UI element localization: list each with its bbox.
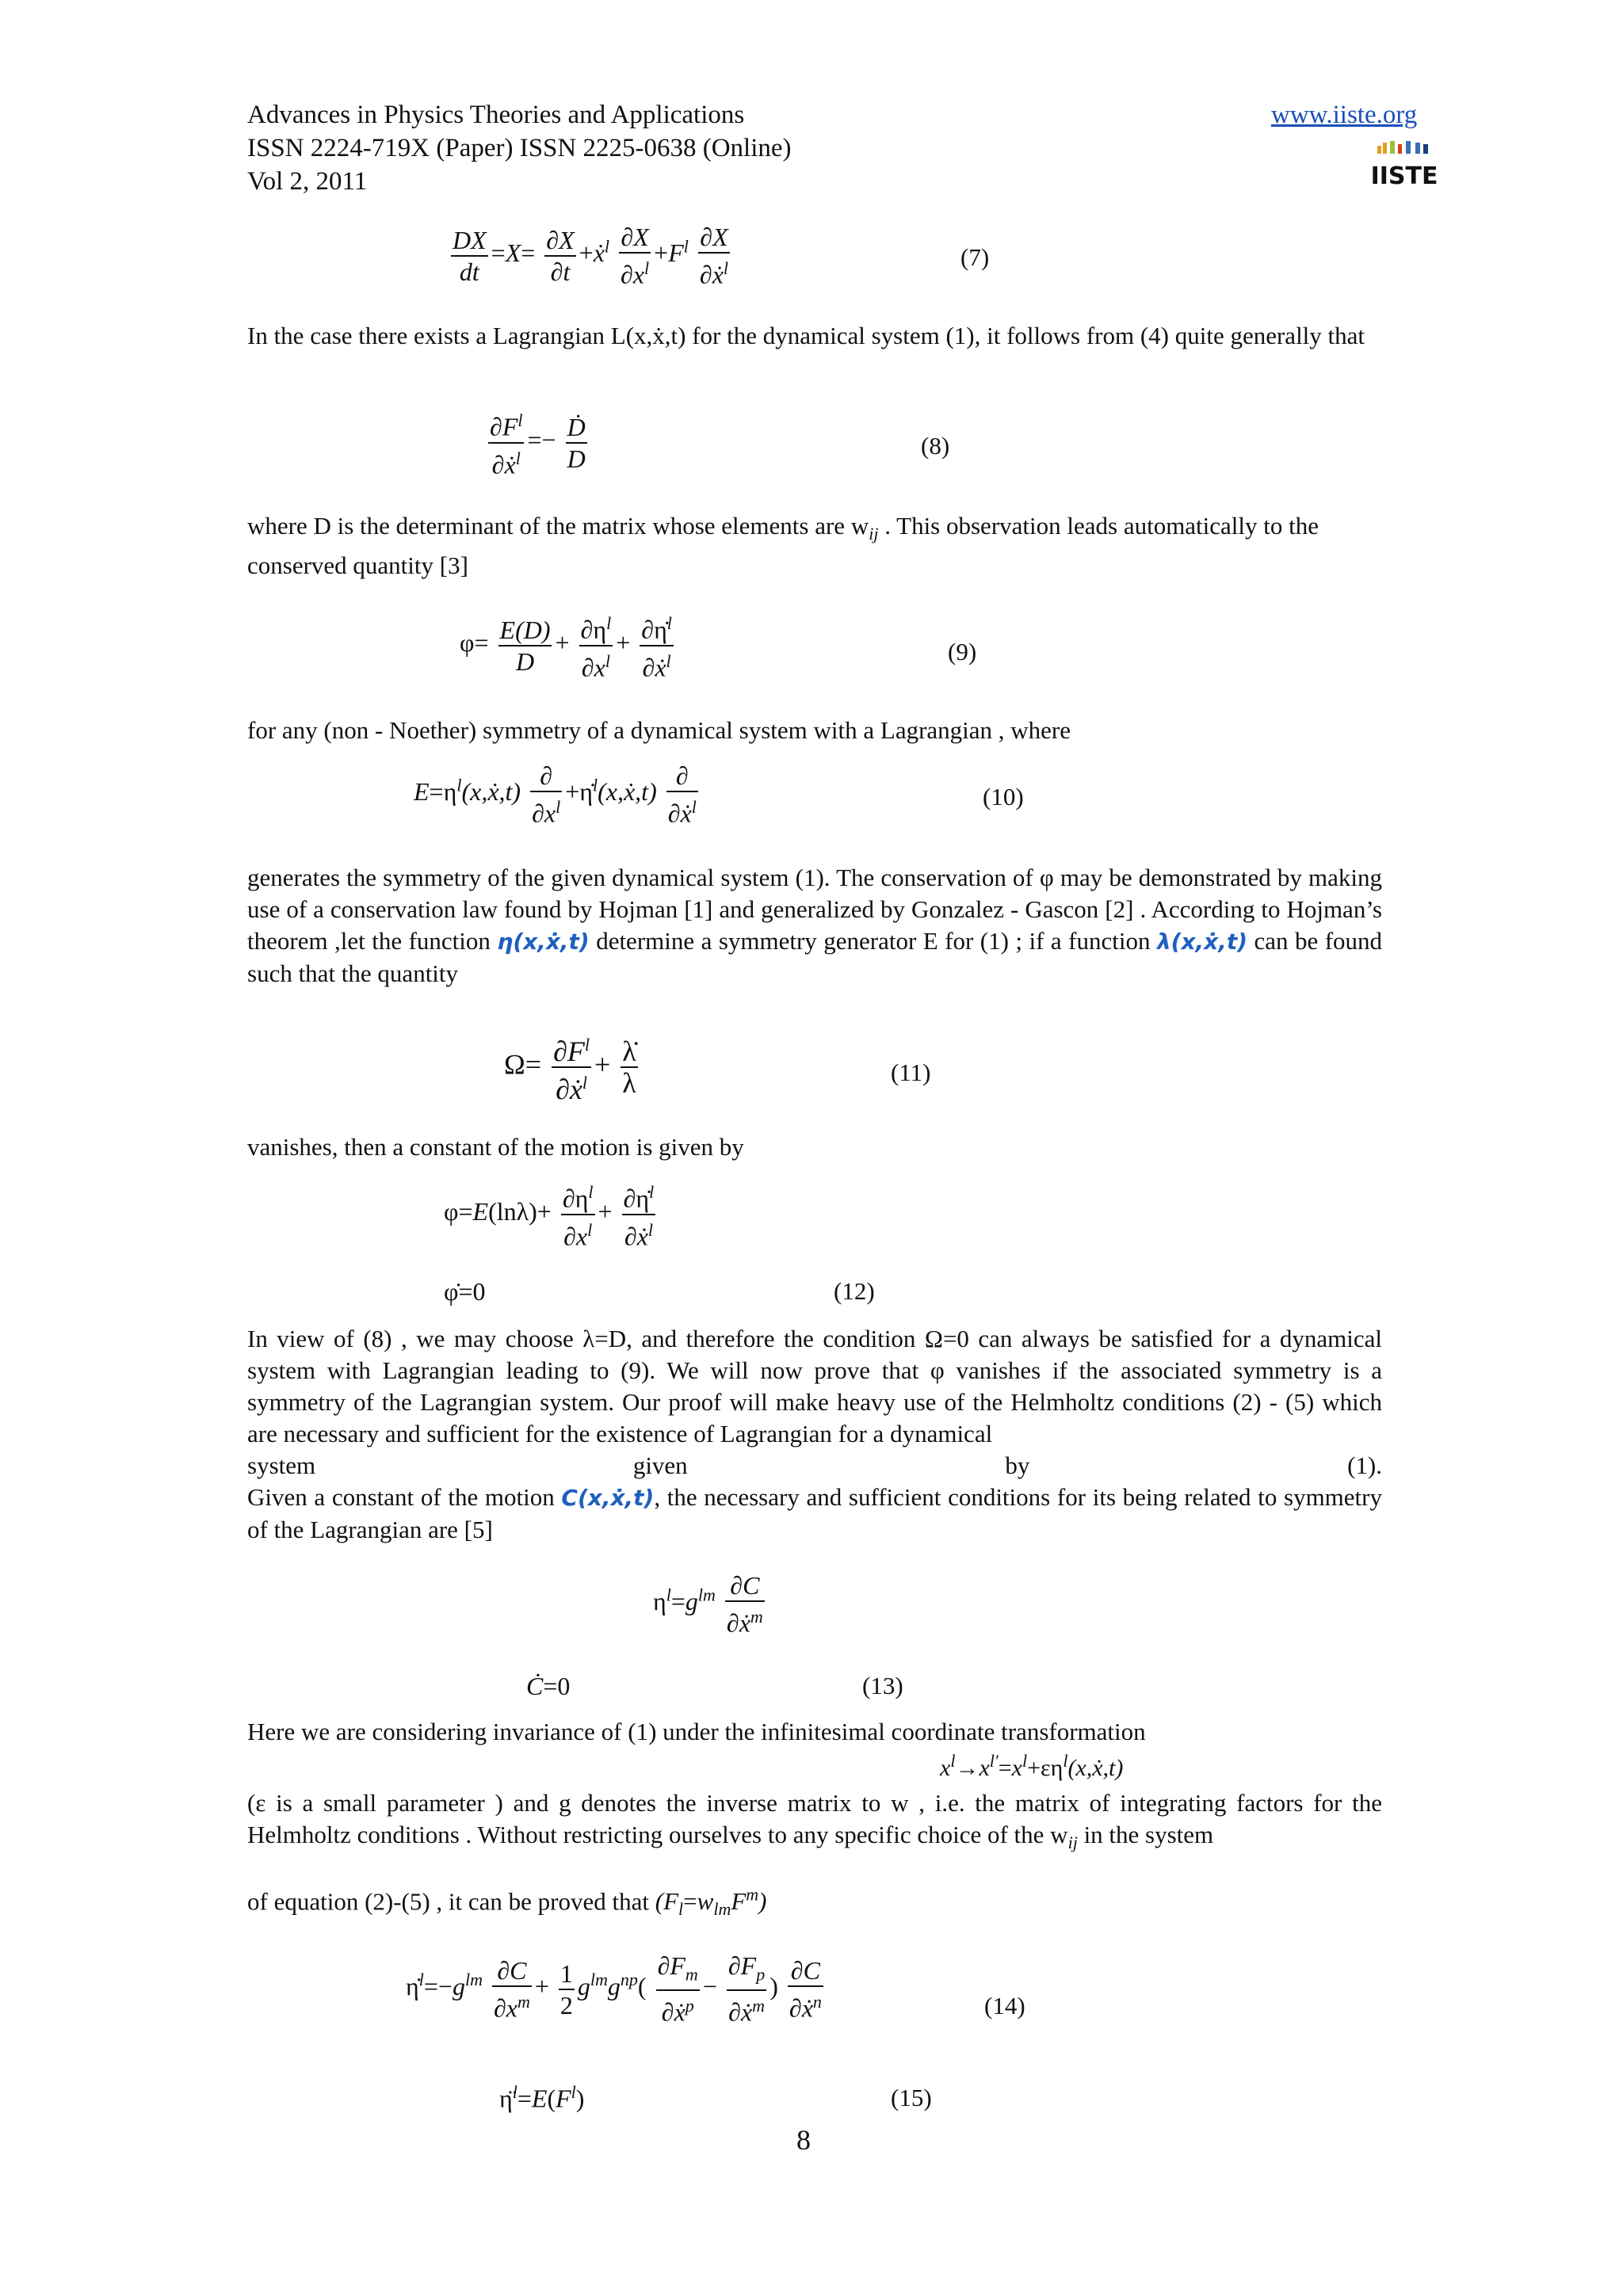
- transformation-equation: $x^l\to x^{l'}=x^l+\varepsilon\eta^l(x,ẋ,t)$: [940, 1751, 1124, 1781]
- equation-12: φ=E(lnλ)+ $\frac{\partial\eta^l}{\partial x^l}$ + $\frac{\partial\etȧ^l}{\partial ẋ^l}$: [444, 1177, 659, 1251]
- paragraph-9-end: in the system: [1083, 1821, 1214, 1848]
- c-function-image: C(x,ẋ,t): [561, 1485, 655, 1511]
- paragraph-4-start: generates the symmetry of the given dynamical system (1). The conservation of φ may be demonstrated by making use of a conservation law found by Hojman [1] and generalized by Gonzalez - Gascon [2] . According to Hojman’s theorem ,let the function: [247, 864, 1382, 955]
- equation-15: $\etä^l=E(F^l)$: [499, 2082, 585, 2113]
- word-system: system: [247, 1451, 316, 1479]
- paragraph-10: of equation (2)-(5) , it can be proved that $(F_l=w_{lm}F^m)$: [247, 1885, 767, 1920]
- paragraph-7-end: , the necessary and sufficient conditions for its being related to symmetry of the Lagrangian are [5]: [247, 1483, 1382, 1543]
- journal-title: Advances in Physics Theories and Applications: [247, 101, 745, 129]
- eq-number-9: (9): [948, 638, 977, 666]
- eq-number-7: (7): [960, 243, 990, 271]
- logo-text: IISTE: [1370, 162, 1438, 190]
- eq-number-15: (15): [891, 2084, 932, 2111]
- equation-9: φ= $\frac{E(D)}{D}$ + $\frac{\partial\eta^l}{\partial x^l}$ + $\frac{\partial\etȧ^l}{\partial ẋ^l}$: [460, 608, 677, 682]
- eq-number-13: (13): [862, 1672, 903, 1699]
- page-number: 8: [796, 2124, 811, 2156]
- paragraph-8: Here we are considering invariance of (1) under the infinitesimal coordinate transformation: [247, 1718, 1146, 1745]
- paragraph-6-last-line: [247, 1450, 1382, 1482]
- eq-number-10: (10): [983, 783, 1024, 810]
- paragraph-1: In the case there exists a Lagrangian L(x,ẋ,t) for the dynamical system (1), it follows from (4) quite generally that: [247, 322, 1365, 349]
- equation-11: Ω= $\frac{\partial F^l}{\partial ẋ^l}$ + $\frac{\lambdȧ}{\lambda}$: [504, 1030, 641, 1104]
- paragraph-2-start: where D is the determinant of the matrix whose elements are w: [247, 512, 869, 540]
- equation-13-derivative: Ċ=0: [526, 1672, 571, 1700]
- paragraph-9: (ε is a small parameter ) and g denotes the inverse matrix to w , i.e. the matrix of integrating factors for the Helmholtz conditions . Without restricting ourselves to any specific choice of the $w_{ij}$ in the system: [247, 1789, 1382, 1853]
- website-link[interactable]: www.iiste.org: [1271, 101, 1418, 129]
- iiste-logo: [1370, 139, 1438, 193]
- paragraph-6-body: In view of (8) , we may choose λ=D, and therefore the condition Ω=0 can always be satisfied for a dynamical system with Lagrangian leading to (9). We will now prove that φ vanishes if the associated symmetry is a symmetry of the Lagrangian system. Our proof will make heavy use of the Helmholtz conditions (2) - (5) which are necessary and sufficient for the existence of Lagrangian for a dynamical: [247, 1325, 1382, 1447]
- iiste-logo-icon: [1370, 139, 1438, 190]
- paragraph-7-start: Given a constant of the motion: [247, 1483, 555, 1511]
- paragraph-3: for any (non - Noether) symmetry of a dynamical system with a Lagrangian , where: [247, 716, 1071, 744]
- paragraph-6: [247, 1323, 1382, 1546]
- paragraph-4-mid: determine a symmetry generator E for (1) ; if a function: [596, 927, 1151, 955]
- eta-function-image: η(x,ẋ,t): [497, 929, 590, 955]
- eq-number-11: (11): [891, 1058, 931, 1086]
- equation-7: $\frac{DX}{dt}$ =X= $\frac{\partial X}{\partial t}$ +ẋ$^l$ $\frac{\partial X}{\partial x^l}$ $+F^l$ $\frac{\partial X}{\partial ẋ^l}$: [453, 223, 729, 289]
- word-ref-1: (1).: [1347, 1451, 1382, 1479]
- paragraph-5: vanishes, then a constant of the motion is given by: [247, 1133, 744, 1161]
- eq-number-14: (14): [984, 1992, 1025, 2019]
- paragraph-4-end: can be found such that the quantity: [247, 927, 1383, 987]
- equation-8: $\frac{\partial F^l}{\partial ẋ^l}$ =− $\frac{\text{Ḋ}}{D}$: [485, 406, 590, 479]
- paragraph-10-start: of equation (2)-(5) , it can be proved that: [247, 1887, 650, 1916]
- paragraph-4: [247, 862, 1382, 990]
- equation-10: $E=\eta^l(x,ẋ,t)$ ∂ $\partial x^l$ +η̇$^l$(x,ẋ,t) ∂ ∂ẋ$^l$: [414, 761, 697, 828]
- lambda-function-image: λ(x,ẋ,t): [1156, 929, 1248, 955]
- equation-12-derivative: φ̇=0: [444, 1277, 486, 1306]
- equation-14: $\etȧ^l=-g^{lm}$ $\frac{\partial C}{\partial x^m}$ + $\frac{1}{2}$ $g^{lm}g^{np}$( $\frac{\partial F_m}{\partial ẋ^p}$ − $\frac{\partial F_p}{\partial ẋ^m}$ ) $\frac{\partial C}{\partial ẋ^n}$: [406, 1951, 822, 2027]
- paragraph-9-start: (ε is a small parameter ) and g denotes the inverse matrix to w , i.e. the matrix of integrating factors for the Helmholtz conditions . Without restricting ourselves to any specific choice of the w: [247, 1789, 1382, 1848]
- word-given: given: [632, 1451, 688, 1479]
- eq-number-8: (8): [921, 432, 950, 460]
- equation-13: $\eta^l=g^{lm}$ $\frac{\partial C}{\partial ẋ^m}$: [653, 1571, 763, 1638]
- paragraph-2-end: . This observation leads automatically to the conserved quantity [3]: [247, 512, 1319, 580]
- paragraph-2: where D is the determinant of the matrix whose elements are $w_{ij}$ . This observation leads automatically to the conserved quantity [3]: [247, 512, 1319, 580]
- word-by: by: [1005, 1451, 1030, 1479]
- volume-line: Vol 2, 2011: [247, 167, 368, 196]
- eq-number-12: (12): [834, 1277, 875, 1305]
- issn-line: ISSN 2224-719X (Paper) ISSN 2225-0638 (Online): [247, 134, 792, 162]
